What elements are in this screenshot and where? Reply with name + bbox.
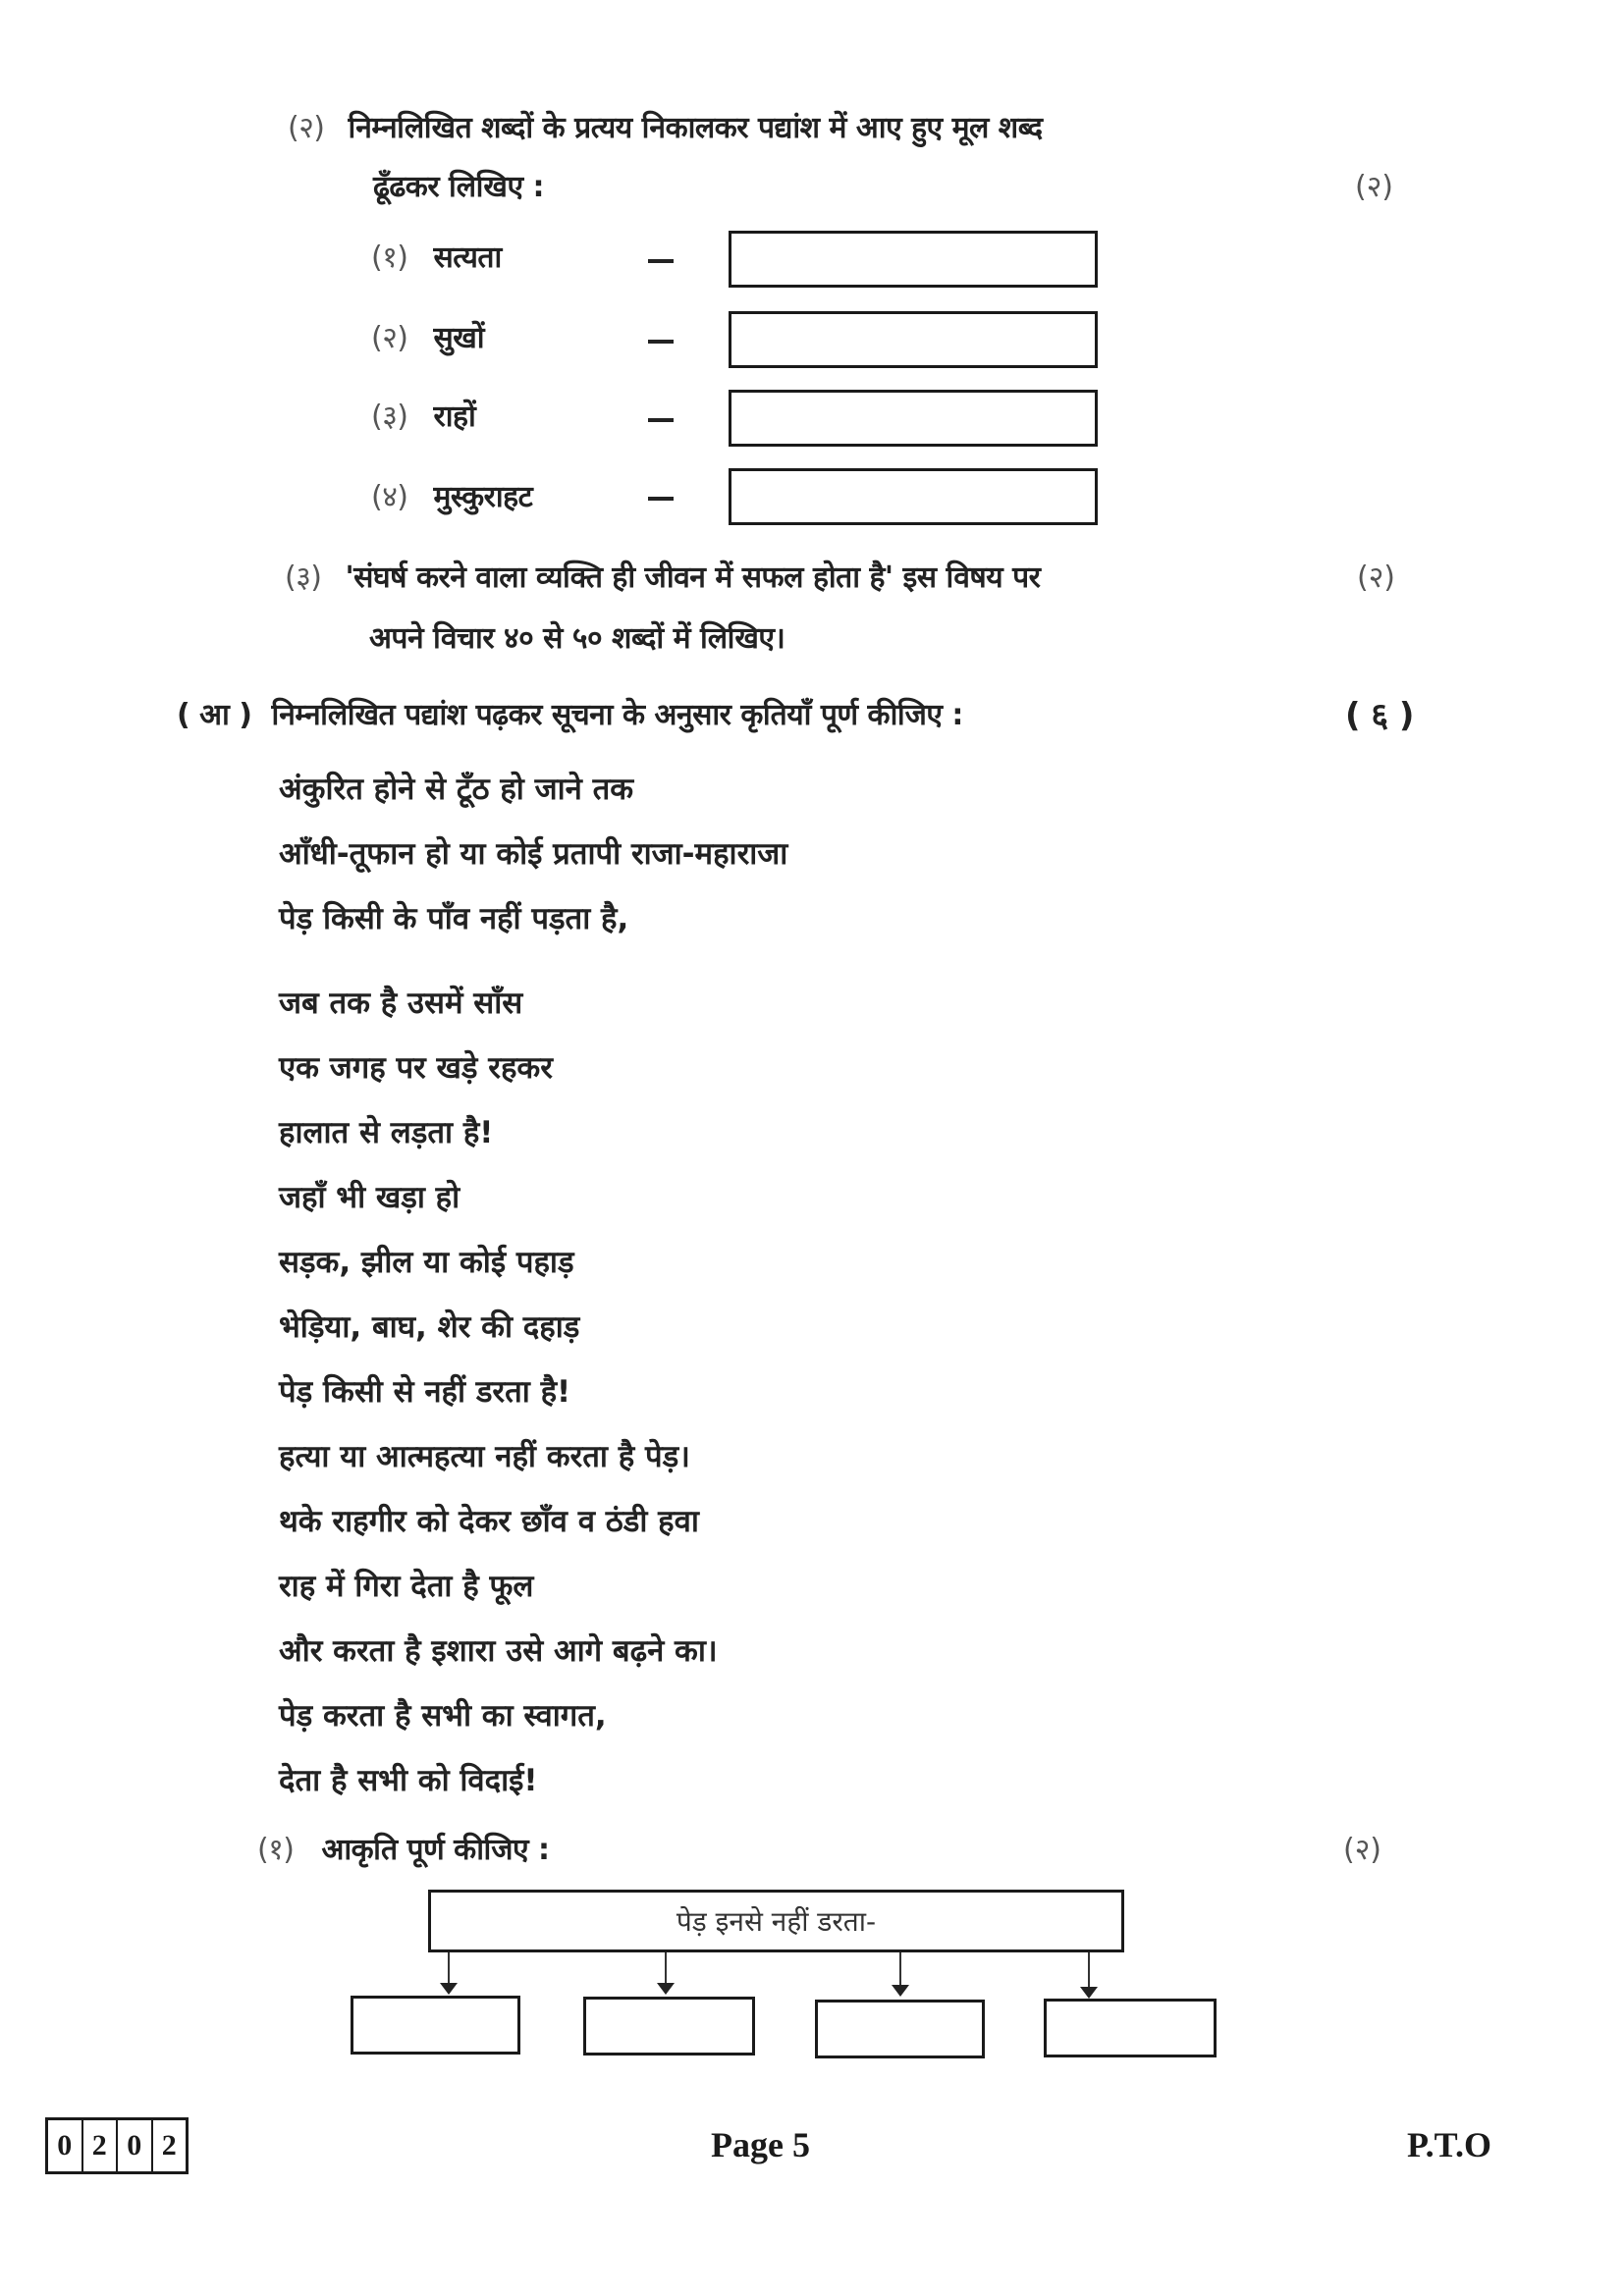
item-word: राहों (433, 400, 476, 434)
dash (648, 497, 674, 501)
dash (648, 340, 674, 344)
item-3 (371, 395, 475, 435)
paper-code-box (45, 2117, 189, 2174)
marks-label: (२) (1343, 1833, 1382, 1867)
subquestion-1 (257, 1828, 550, 1868)
code-digit: 2 (83, 2120, 119, 2171)
poem-line-13: राह में गिरा देता है फूल (279, 1569, 534, 1604)
poem-line-12: थके राहगीर को देकर छाँव व ठंडी हवा (279, 1504, 699, 1539)
item-number: (४) (371, 480, 408, 514)
code-digit: 2 (161, 2129, 177, 2162)
diagram-center-box (428, 1890, 1124, 1952)
diagram-answer-box-2[interactable] (583, 1997, 755, 2056)
answer-box-1[interactable] (729, 231, 1098, 288)
question-number: (२) (288, 111, 325, 145)
subquestion-number: (१) (257, 1833, 295, 1867)
poem-line-9: भेड़िया, बाघ, शेर की दहाड़ (279, 1309, 580, 1345)
question-text: निम्नलिखित शब्दों के प्रत्यय निकालकर पद्यांश में आए हुए मूल शब्द (348, 111, 1043, 145)
marks-label: ( ६ ) (1345, 696, 1414, 735)
code-digit: 0 (118, 2120, 153, 2171)
poem-line-6: हालात से लड़ता है! (279, 1115, 494, 1150)
arrow-down-icon (657, 1983, 675, 1995)
section-label: ( आ ) (177, 698, 252, 732)
dash (648, 418, 674, 422)
dash (648, 259, 674, 263)
marks-label: (२) (1355, 170, 1394, 204)
item-word: मुस्कुराहट (433, 480, 533, 514)
answer-box-3[interactable] (729, 390, 1098, 447)
poem-line-3: पेड़ किसी के पाँव नहीं पड़ता है, (279, 901, 629, 936)
poem-line-7: जहाँ भी खड़ा हो (279, 1180, 460, 1215)
section-instruction: निम्नलिखित पद्यांश पढ़कर सूचना के अनुसार कृतियाँ पूर्ण कीजिए : (271, 698, 963, 732)
item-4 (371, 475, 532, 515)
arrow-line (448, 1952, 450, 1984)
item-2 (371, 316, 484, 356)
poem-line-5: एक जगह पर खड़े रहकर (279, 1050, 553, 1086)
diagram-answer-box-4[interactable] (1044, 1999, 1217, 2057)
diagram-answer-box-1[interactable] (351, 1996, 520, 2055)
poem-line-11: हत्या या आत्महत्या नहीं करता है पेड़। (279, 1439, 690, 1474)
poem-line-8: सड़क, झील या कोई पहाड़ (279, 1245, 574, 1280)
question-3 (285, 556, 1040, 596)
marks-label: (२) (1357, 561, 1396, 595)
item-number: (१) (371, 240, 408, 275)
item-word: सत्यता (433, 240, 502, 275)
arrow-line (899, 1952, 901, 1986)
item-word: सुखों (433, 321, 485, 355)
arrow-line (665, 1952, 667, 1984)
answer-box-4[interactable] (729, 468, 1098, 525)
item-number: (३) (371, 400, 408, 434)
item-1 (371, 236, 502, 276)
question-number: (३) (285, 561, 322, 595)
poem-line-10: पेड़ किसी से नहीं डरता है! (279, 1374, 571, 1410)
question-text: 'संघर्ष करने वाला व्यक्ति ही जीवन में सफल होता है' इस विषय पर (345, 561, 1041, 595)
section-aa (177, 693, 963, 733)
item-number: (२) (371, 321, 408, 355)
question-2-line2: ढूँढकर लिखिए : (373, 170, 544, 204)
diagram-answer-box-3[interactable] (815, 2000, 985, 2058)
answer-box-2[interactable] (729, 311, 1098, 368)
poem-line-2: आँधी-तूफान हो या कोई प्रतापी राजा-महाराजा (279, 836, 788, 872)
subquestion-text: आकृति पूर्ण कीजिए : (321, 1833, 550, 1867)
question-3-line2: अपने विचार ४० से ५० शब्दों में लिखिए। (369, 621, 785, 656)
poem-line-1: अंकुरित होने से टूँठ हो जाने तक (279, 772, 634, 807)
poem-line-14: और करता है इशारा उसे आगे बढ़ने का। (279, 1633, 718, 1669)
poem-line-16: देता है सभी को विदाई! (279, 1763, 538, 1798)
arrow-down-icon (1080, 1987, 1098, 1999)
poem-line-15: पेड़ करता है सभी का स्वागत, (279, 1698, 607, 1734)
arrow-line (1088, 1952, 1090, 1988)
pto-label: P.T.O (1407, 2125, 1492, 2164)
code-digit: 0 (48, 2120, 83, 2171)
arrow-down-icon (892, 1985, 909, 1997)
diagram-center-text: पेड़ इनसे नहीं डरता- (676, 1905, 877, 1938)
arrow-down-icon (440, 1983, 458, 1995)
poem-line-4: जब तक है उसमें साँस (279, 986, 523, 1021)
question-2 (288, 106, 1043, 146)
page-number: Page 5 (711, 2125, 810, 2164)
